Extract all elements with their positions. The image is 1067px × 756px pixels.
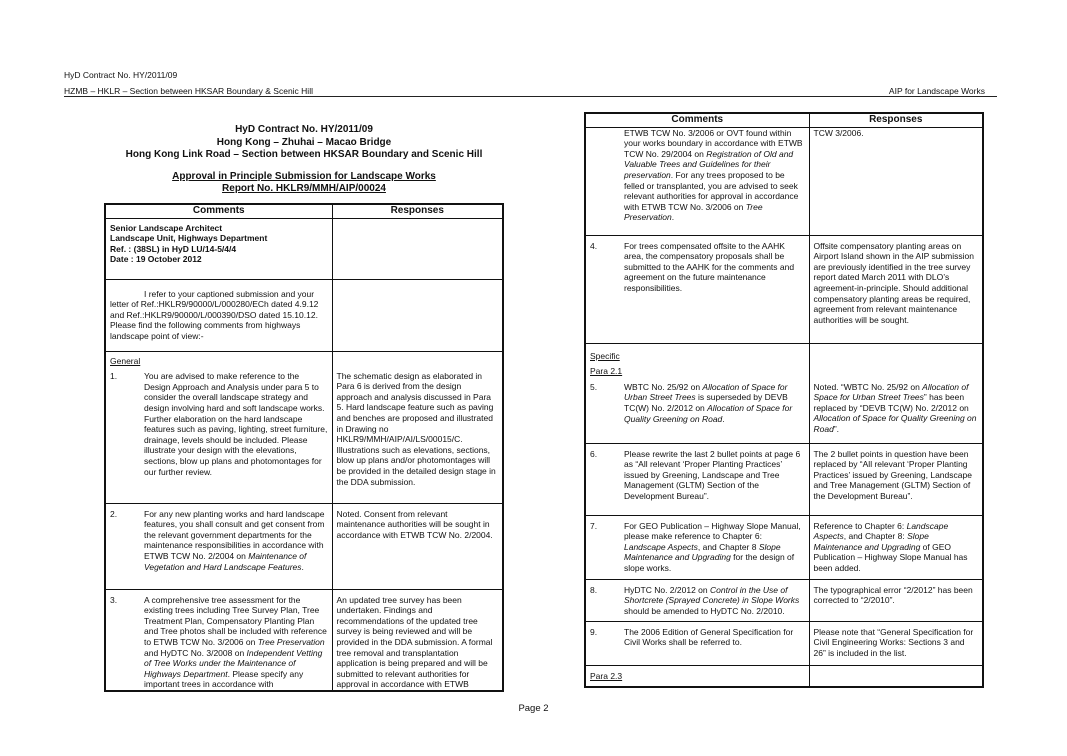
item-7-number: 7.	[590, 520, 598, 531]
item-1-comment	[105, 351, 332, 503]
title-project: Hong Kong – Zhuhai – Macao Bridge	[216, 136, 392, 148]
item-2-text-b: Maintenance of Vegetation and Hard Landscape Features	[144, 550, 307, 572]
item-6-number: 6.	[590, 448, 598, 459]
item-3-continued-comment	[585, 127, 809, 235]
header-contract: HyD Contract No. HY/2011/09	[64, 70, 178, 80]
item-6-response: The 2 bullet points in question have been replaced by “All relevant ‘Proper Planting Practices’ issued by Greening, Landscape and Tree Management (GLTM) Section of the Development Bureau”.	[809, 443, 983, 515]
item-1-response: The schematic design as elaborated in Para 6 is derived from the design approach and analysis discussed in Para 5. Hard landscape feature such as paving and benches are proposed and illustrated in Drawing no HKLR9/MMH/AIP/AI/LS/00015/C. Illustrations such as elevations, sections, blow up plans and/or photomontages will be provided in the detailed design stage in the DDA submission.	[332, 351, 503, 503]
document-title-block	[104, 124, 504, 196]
item-5-resp-b: Allocation of Space for Urban Street Trees	[813, 381, 969, 403]
item-7-resp-c: , and Chapter 8:	[843, 531, 908, 542]
comments-header-2: Comments	[585, 113, 809, 127]
item-5-text-c: is superseded by DEVB TC(W) No. 2/2012 on	[624, 392, 788, 413]
item-7-text-b: Landscape Aspects	[624, 541, 698, 552]
cont-text-c: . For any trees proposed to be felled or transplanted, you are advised to seek relevant authorities for approval in accordance with ETWB TCW No. 3/2006 on	[624, 169, 799, 212]
right-comments-table	[584, 112, 984, 688]
item-5-resp-a: Noted. “WBTC No. 25/92 on	[813, 381, 923, 392]
item-8-text-c: should be amended to HyDTC No. 2/2010.	[624, 605, 785, 616]
item-8	[590, 585, 805, 617]
item-2-comment	[105, 503, 332, 589]
item-6-comment	[585, 443, 809, 515]
item-2-response: Noted. Consent from relevant maintenance authorities will be sought in accordance with ETWB TCW No. 2/2004.	[332, 503, 503, 589]
item-7-text-c: , and Chapter 8	[697, 541, 759, 552]
item-3-text-e: . Please specify any important trees in accordance with	[144, 668, 304, 690]
item-8-response: The typographical error “2/2012” has been corrected to “2/2010”.	[809, 579, 983, 621]
item-3-text-a: A comprehensive tree assessment for the existing trees including Tree Survey Plan, Tree Treatment Plan, Compensatory Planting Plan and Tree photos shall be included with reference to ETWB TCW No. 3/2006 on	[144, 594, 327, 647]
para-2-3-response	[809, 665, 983, 687]
item-9	[590, 627, 805, 648]
item-4	[590, 241, 805, 294]
item-5-text-d: Allocation of Space for Quality Greening on Road	[624, 402, 793, 424]
item-3-response: An updated tree survey has been undertaken. Findings and recommendations of the updated tree survey is being reviewed and will be provided in the DDA submission. A formal tree removal and transplantation application is being prepared and will be submitted to relevant authorities for approval in accordance with ETWB	[332, 589, 503, 691]
item-9-response: Please note that “General Specification for Civil Engineering Works: Sections 3 and 26” is included in the list.	[809, 621, 983, 665]
item-5-resp-d: Allocation of Space for Quality Greening on Road	[813, 413, 977, 434]
title-report-no: Report No. HKLR9/MMH/AIP/00024	[222, 183, 386, 194]
item-7-text-d: Slope Maintenance and Upgrading	[624, 541, 781, 563]
item-9-comment	[585, 621, 809, 665]
item-4-response: Offsite compensatory planting areas on Airport Island shown in the AIP submission are previously identified in the tree survey report dated March 2011 with DLO’s agreement-in-principle. Should additional compensatory planting areas be required, agreement from relevant maintenance authorities will be sought.	[809, 235, 983, 343]
item-5-text	[624, 382, 805, 424]
item-5-number: 5.	[590, 381, 598, 392]
item-3-text	[144, 595, 328, 690]
item-5-text-a: WBTC No. 25/92 on	[624, 381, 703, 392]
item-7-resp-a: Reference to Chapter 6:	[813, 520, 907, 531]
item-2-number: 2.	[110, 508, 118, 519]
title-section: Hong Kong Link Road – Section between HKSAR Boundary and Scenic Hill	[125, 149, 483, 160]
item-7-text-a: For GEO Publication – Highway Slope Manual, please make reference to Chapter 6:	[624, 520, 801, 542]
item-5	[590, 382, 805, 424]
item-5-text-e: .	[722, 413, 725, 424]
item-5-resp-e: ”.	[833, 423, 840, 434]
item-5-comment	[585, 343, 809, 443]
item-7-text-e: for the design of slope works.	[624, 552, 795, 573]
item-5-response	[809, 343, 983, 443]
header-section: HZMB – HKLR – Section between HKSAR Boundary & Scenic Hill	[64, 86, 313, 96]
item-8-number: 8.	[590, 584, 598, 595]
item-7-response	[809, 515, 983, 579]
cont-text-e: .	[671, 212, 675, 223]
sender-title: Senior Landscape Architect	[110, 222, 223, 233]
sender-ref: Ref. : (38SL) in HyD LU/14-5/4/4	[110, 243, 237, 254]
item-9-number: 9.	[590, 626, 598, 637]
para-2-3-heading: Para 2.3	[590, 670, 623, 681]
item-7-resp-b: Landscape Aspects	[813, 520, 949, 542]
item-5-text-b: Allocation of Space for Urban Street Trees	[624, 381, 788, 403]
item-3	[110, 595, 328, 690]
item-4-text: For trees compensated offsite to the AAHK area, the compensatory proposals shall be submitted to the AAHK for the comments and agreement on the future maintenance responsibilities.	[624, 240, 795, 293]
item-7-comment	[585, 515, 809, 579]
item-1-number: 1.	[110, 371, 118, 382]
comments-header: Comments	[105, 204, 332, 218]
item-2-text-c: .	[301, 561, 304, 572]
item-3-continued-text	[590, 128, 805, 223]
item-8-comment	[585, 579, 809, 621]
header-rule	[64, 96, 997, 97]
intro-cell	[105, 279, 332, 351]
item-7	[590, 521, 805, 574]
sender-unit: Landscape Unit, Highways Department	[110, 233, 268, 244]
item-6	[590, 449, 805, 502]
sender-date: Date : 19 October 2012	[110, 254, 202, 265]
para-2-1-heading: Para 2.1	[590, 366, 623, 377]
header-doc-type: AIP for Landscape Works	[888, 86, 985, 96]
item-3-comment	[105, 589, 332, 691]
item-6-text: Please rewrite the last 2 bullet points at page 6 as “All relevant ‘Proper Planting Practices’ issued by Greening, Landscape and Tree Management (GLTM) Section of the Development Bureau”.	[624, 448, 801, 501]
item-4-comment	[585, 235, 809, 343]
item-3-text-b: Tree Preservation	[257, 636, 325, 647]
cont-text-b: Registration of Old and Valuable Trees and Guidelines for their preservation	[624, 148, 794, 180]
general-heading: General	[110, 355, 141, 366]
cont-text-d: Tree Preservation	[624, 201, 763, 223]
responses-header: Responses	[332, 204, 503, 218]
page-number: Page 2	[518, 703, 549, 714]
para-2-3-cell	[585, 665, 809, 687]
intro-text: I refer to your captioned submission and your letter of Ref.:HKLR9/90000/L/000280/ECh dated 4.9.12 and Ref.:HKLR9/90000/L/000390/DSO dated 15.10.12. Please find the following comments from highways landscape point of view:-	[110, 288, 319, 341]
intro-response	[332, 279, 503, 351]
item-3-number: 3.	[110, 594, 118, 605]
item-9-text: The 2006 Edition of General Specification for Civil Works shall be referred to.	[624, 626, 794, 648]
responses-header-2: Responses	[809, 113, 983, 127]
item-3-continued-response: TCW 3/2006.	[809, 127, 983, 235]
item-1-text: You are advised to make reference to the Design Approach and Analysis under para 5 to consider the overall landscape strategy and design involving hard and soft landscape works. Further elaboration on the hard landscape features such as paving, lighting, street furniture, drainage, levels should be included. Please illustrate your design with the elevations, sections, blow up plans and photomontages for our further review.	[144, 371, 328, 477]
item-4-number: 4.	[590, 240, 598, 251]
left-comments-table	[104, 203, 504, 692]
item-7-resp-e: of GEO Publication – Highway Slope Manual has been added.	[813, 541, 968, 573]
item-2	[110, 509, 328, 573]
item-3-text-c: and HyDTC No. 3/2008 on	[144, 647, 247, 658]
item-8-text	[624, 585, 805, 617]
item-3-text-d: Independent Vetting of Tree Works under the Maintenance of Highways Department	[144, 647, 323, 679]
item-7-text	[624, 521, 805, 574]
item-8-text-b: Control in the Use of Shortcrete (Sprayed Concrete) in Slope Works	[624, 584, 800, 606]
item-2-text	[144, 509, 328, 573]
title-contract: HyD Contract No. HY/2011/09	[235, 124, 373, 135]
specific-heading: Specific	[590, 350, 620, 361]
sender-response	[332, 218, 503, 279]
item-2-text-a: For any new planting works and hard landscape features, you shall consult and get consent from the relevant government departments for the maintenance responsibilities in accordance with ETWB TCW No. 2/2004 on	[144, 508, 325, 561]
item-1	[110, 371, 328, 477]
item-5-resp-c: ” has been replaced by “DEVB TC(W) No. 2/2012 on	[813, 392, 969, 413]
cont-text-a: ETWB TCW No. 3/2006 or OVT found within your works boundary in accordance with ETWB TCW No. 29/2004 on	[624, 127, 803, 159]
title-submission: Approval in Principle Submission for Landscape Works	[172, 170, 436, 182]
item-8-text-a: HyDTC No. 2/2012 on	[624, 584, 710, 595]
item-7-resp-d: Slope Maintenance and Upgrading	[813, 531, 929, 552]
sender-block	[105, 218, 332, 279]
